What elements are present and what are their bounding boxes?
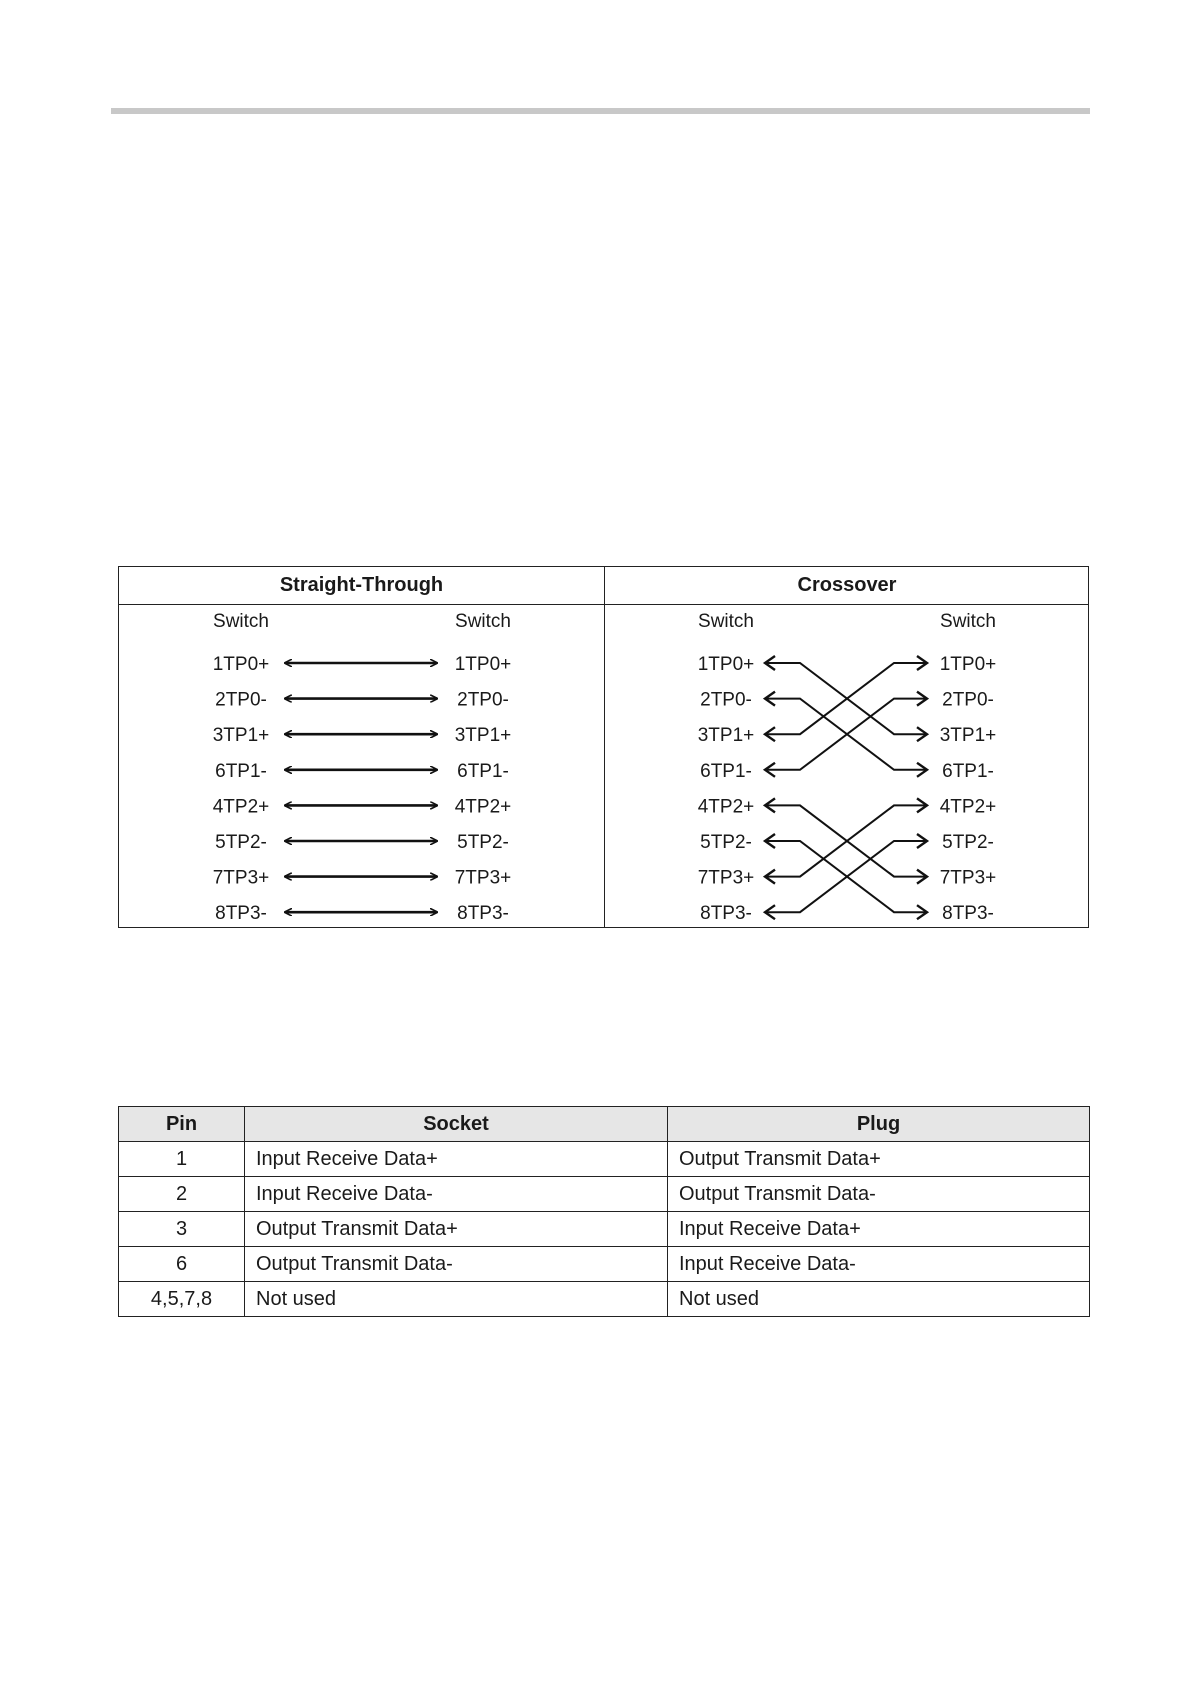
crossover-left-pin-label: 5TP2- [700, 832, 752, 853]
straight-through-panel [119, 567, 604, 927]
straight-left-pin-label: 8TP3- [215, 903, 267, 925]
pin-cell: 3 [119, 1212, 245, 1247]
crossover-right-pin-label: 6TP1- [942, 760, 994, 782]
crossover-left-pin-label: 8TP3- [700, 903, 752, 925]
header-pin: Pin [119, 1107, 245, 1142]
straight-through-diagram [119, 567, 604, 929]
straight-left-header: Switch [213, 611, 269, 632]
header-rule [111, 108, 1090, 114]
crossover-right-pin-label: 4TP2+ [939, 796, 997, 818]
wiring-diagram [118, 566, 1089, 928]
straight-right-pin-label: 3TP1+ [454, 725, 512, 747]
pin-cell: 1 [119, 1142, 245, 1177]
crossover-left-pin-label: 4TP2+ [697, 796, 755, 818]
table-row [119, 1142, 1090, 1177]
crossover-right-header: Switch [940, 611, 996, 632]
crossover-panel [604, 567, 1089, 927]
straight-right-pin-label: 7TP3+ [454, 867, 512, 889]
pin-cell: 4,5,7,8 [119, 1282, 245, 1317]
straight-left-pin-label: 6TP1- [215, 760, 267, 782]
straight-left-pin-label: 4TP2+ [212, 796, 270, 818]
crossover-left-header: Switch [698, 611, 754, 632]
table-row [119, 1282, 1090, 1317]
crossover-right-pin-label: 5TP2- [942, 832, 994, 853]
crossover-right-pin-label: 3TP1+ [939, 725, 997, 747]
straight-left-pin-label: 2TP0- [215, 689, 267, 711]
table-header-row [119, 1107, 1090, 1142]
straight-right-pin-label: 2TP0- [457, 689, 509, 711]
crossover-title: Crossover [605, 567, 1089, 605]
crossover-left-pin-label: 2TP0- [700, 689, 752, 711]
plug-cell: Output Transmit Data- [668, 1177, 1090, 1212]
socket-cell: Output Transmit Data- [245, 1247, 668, 1282]
table-row [119, 1212, 1090, 1247]
plug-cell: Input Receive Data+ [668, 1212, 1090, 1247]
straight-left-pin-label: 1TP0+ [212, 654, 270, 675]
straight-left-pin-label: 7TP3+ [212, 867, 270, 889]
plug-cell: Not used [668, 1282, 1090, 1317]
straight-right-pin-label: 5TP2- [457, 832, 509, 853]
plug-cell: Input Receive Data- [668, 1247, 1090, 1282]
header-socket: Socket [245, 1107, 668, 1142]
crossover-right-pin-label: 1TP0+ [939, 654, 997, 675]
straight-through-title: Straight-Through [119, 567, 604, 605]
crossover-diagram [605, 567, 1089, 929]
straight-right-header: Switch [455, 611, 511, 632]
crossover-left-pin-label: 7TP3+ [697, 867, 755, 889]
socket-cell: Input Receive Data+ [245, 1142, 668, 1177]
plug-cell: Output Transmit Data+ [668, 1142, 1090, 1177]
pin-assignment-table [118, 1106, 1090, 1317]
pin-cell: 2 [119, 1177, 245, 1212]
crossover-right-pin-label: 8TP3- [942, 903, 994, 925]
socket-cell: Not used [245, 1282, 668, 1317]
socket-cell: Input Receive Data- [245, 1177, 668, 1212]
crossover-left-pin-label: 6TP1- [700, 760, 752, 782]
straight-left-pin-label: 5TP2- [215, 832, 267, 853]
crossover-right-pin-label: 7TP3+ [939, 867, 997, 889]
header-plug: Plug [668, 1107, 1090, 1142]
crossover-left-pin-label: 3TP1+ [697, 725, 755, 747]
straight-right-pin-label: 8TP3- [457, 903, 509, 925]
crossover-left-pin-label: 1TP0+ [697, 654, 755, 675]
straight-right-pin-label: 4TP2+ [454, 796, 512, 818]
straight-right-pin-label: 6TP1- [457, 760, 509, 782]
socket-cell: Output Transmit Data+ [245, 1212, 668, 1247]
straight-left-pin-label: 3TP1+ [212, 725, 270, 747]
table-row [119, 1247, 1090, 1282]
pin-cell: 6 [119, 1247, 245, 1282]
table-row [119, 1177, 1090, 1212]
crossover-right-pin-label: 2TP0- [942, 689, 994, 711]
straight-right-pin-label: 1TP0+ [454, 654, 512, 675]
